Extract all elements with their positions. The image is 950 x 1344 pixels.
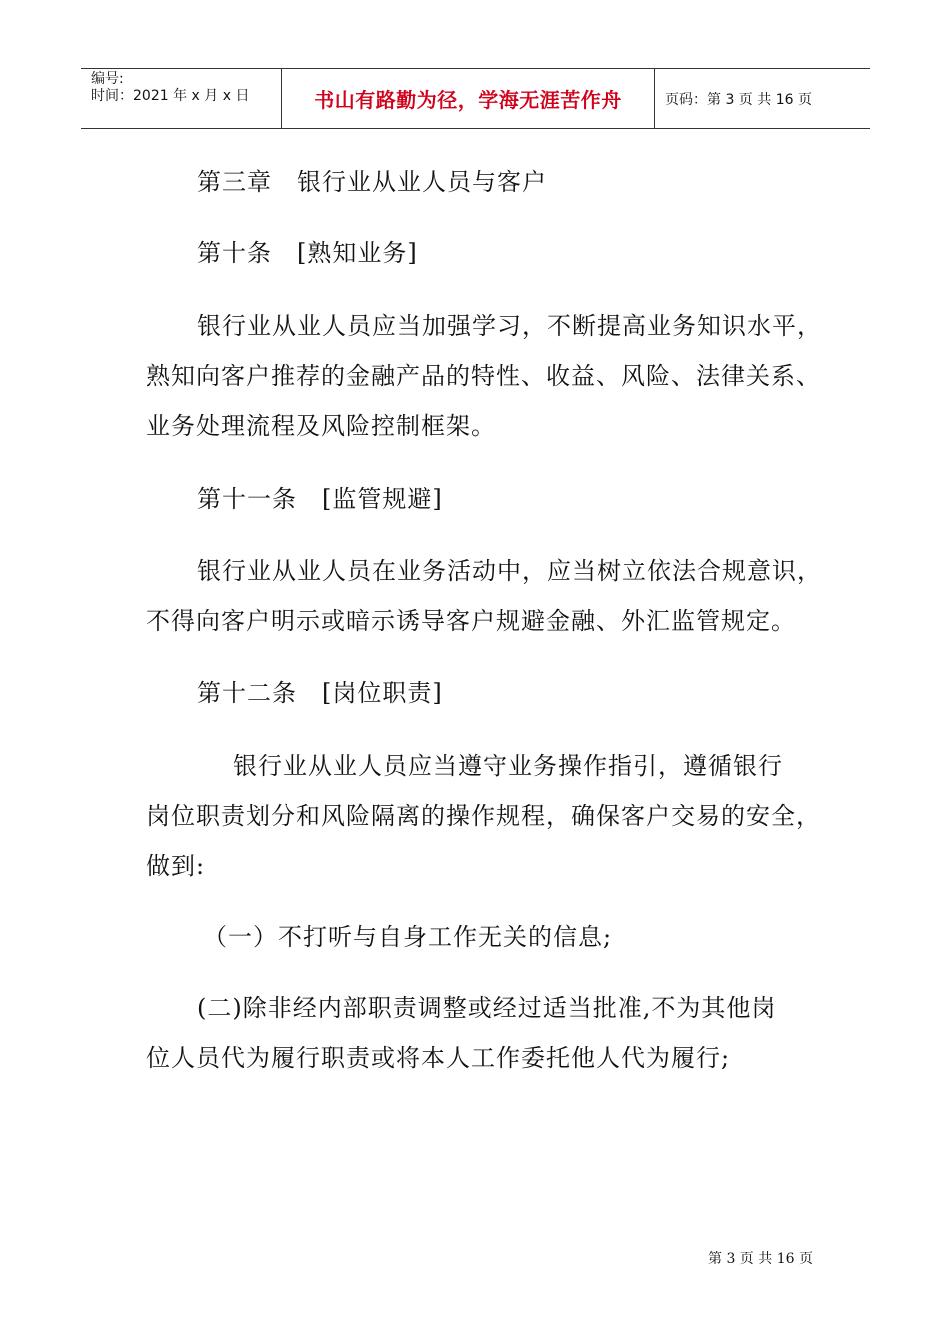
- article-10-title: 第十条 [熟知业务]: [197, 239, 418, 267]
- article-12-paragraph-line: 银行业从业人员应当遵守业务操作指引，遵循银行: [233, 752, 783, 780]
- list-item: (二)除非经内部职责调整或经过适当批准,不为其他岗: [197, 994, 777, 1022]
- article-12-paragraph-line: 做到:: [146, 852, 206, 880]
- page-header: [81, 68, 870, 129]
- list-item-continuation: 位人员代为履行职责或将本人工作委托他人代为履行;: [146, 1044, 731, 1072]
- page-footer: 第 3 页 共 16 页: [708, 1251, 813, 1267]
- article-11-title: 第十一条 [监管规避]: [197, 485, 443, 513]
- article-12-paragraph-line: 岗位职责划分和风险隔离的操作规程，确保客户交易的安全，: [146, 802, 821, 830]
- article-10-paragraph-line: 银行业从业人员应当加强学习，不断提高业务知识水平，: [197, 312, 822, 340]
- article-11-paragraph-line: 银行业从业人员在业务活动中，应当树立依法合规意识，: [197, 557, 822, 585]
- article-12-title: 第十二条 [岗位职责]: [197, 679, 443, 707]
- article-10-paragraph-line: 业务处理流程及风险控制框架。: [146, 412, 496, 440]
- chapter-title: 第三章 银行业从业人员与客户: [197, 168, 547, 196]
- article-10-paragraph-line: 熟知向客户推荐的金融产品的特性、收益、风险、法律关系、: [146, 362, 821, 390]
- article-11-paragraph-line: 不得向客户明示或暗示诱导客户规避金融、外汇监管规定。: [146, 607, 796, 635]
- header-motto: 书山有路勤为径，学海无涯苦作舟: [282, 69, 655, 128]
- document-number-label: 编号:: [91, 71, 124, 87]
- list-item: （一）不打听与自身工作无关的信息;: [203, 923, 613, 951]
- document-time-label: 时间：2021 年 x 月 x 日: [91, 88, 250, 104]
- header-page-label: 页码：第 3 页 共 16 页: [665, 91, 812, 108]
- header-meta: [81, 69, 282, 128]
